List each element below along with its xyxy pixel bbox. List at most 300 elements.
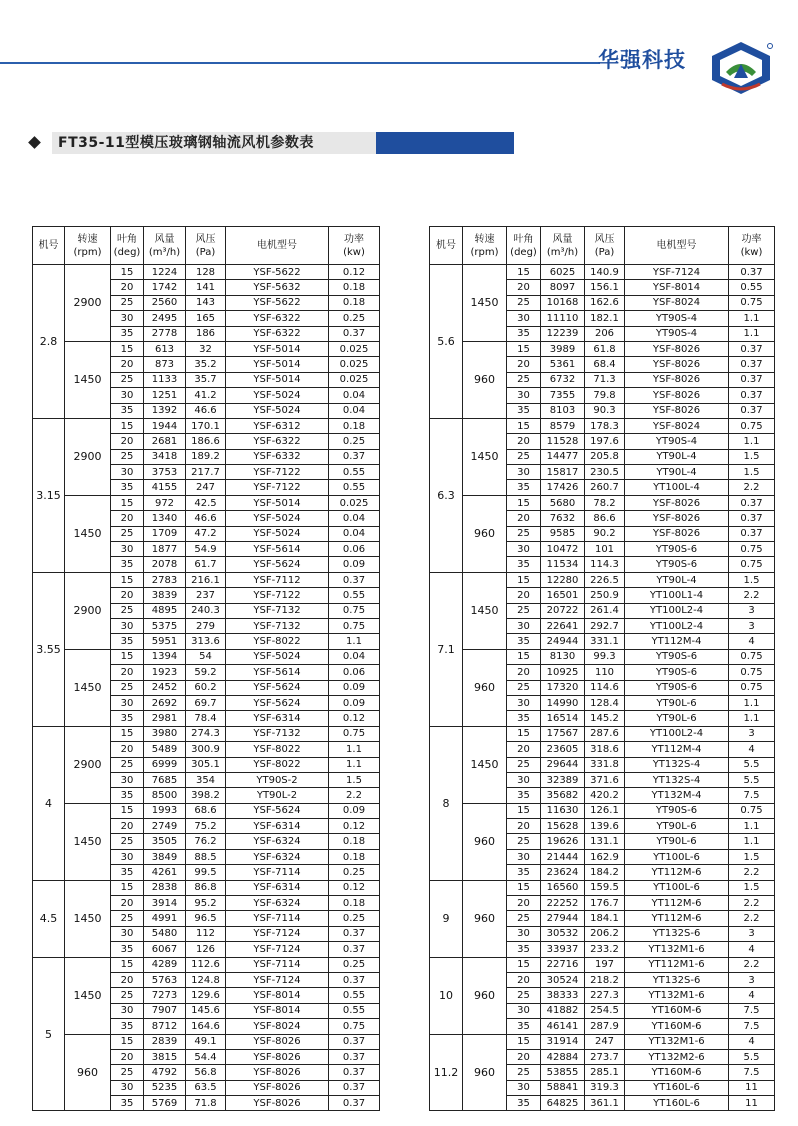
airflow-cell: 27944 <box>541 911 585 926</box>
blade-angle-cell: 30 <box>111 311 144 326</box>
table-row <box>33 726 380 741</box>
power-cell: 1.1 <box>729 819 775 834</box>
motor-model-cell: YSF-8026 <box>625 372 729 387</box>
airflow-cell: 8097 <box>541 280 585 295</box>
airflow-cell: 35682 <box>541 788 585 803</box>
power-cell: 0.37 <box>329 1034 380 1049</box>
pressure-cell: 47.2 <box>186 526 226 541</box>
blade-angle-cell: 25 <box>111 372 144 387</box>
pressure-cell: 129.6 <box>186 988 226 1003</box>
blade-angle-cell: 25 <box>507 1065 541 1080</box>
airflow-cell: 5769 <box>144 1096 186 1111</box>
motor-model-cell: YT132M1-6 <box>625 988 729 1003</box>
airflow-cell: 53855 <box>541 1065 585 1080</box>
motor-model-cell: YSF-5624 <box>226 680 329 695</box>
motor-model-cell: YSF-5014 <box>226 372 329 387</box>
power-cell: 1.1 <box>329 742 380 757</box>
column-header: 功率 (kw) <box>329 227 380 265</box>
blade-angle-cell: 30 <box>111 772 144 787</box>
power-cell: 0.55 <box>329 988 380 1003</box>
airflow-cell: 5361 <box>541 357 585 372</box>
power-cell: 5.5 <box>729 757 775 772</box>
blade-angle-cell: 25 <box>111 526 144 541</box>
motor-model-cell: YT90S-2 <box>226 772 329 787</box>
pressure-cell: 131.1 <box>585 834 625 849</box>
pressure-cell: 318.6 <box>585 742 625 757</box>
pressure-cell: 86.6 <box>585 511 625 526</box>
power-cell: 0.18 <box>329 418 380 433</box>
airflow-cell: 22252 <box>541 896 585 911</box>
motor-model-cell: YSF-8022 <box>226 634 329 649</box>
pressure-cell: 78.4 <box>186 711 226 726</box>
airflow-cell: 19626 <box>541 834 585 849</box>
blade-angle-cell: 20 <box>507 896 541 911</box>
motor-model-cell: YSF-6322 <box>226 434 329 449</box>
table-row <box>33 880 380 895</box>
airflow-cell: 6067 <box>144 942 186 957</box>
power-cell: 0.12 <box>329 880 380 895</box>
motor-model-cell: YSF-8026 <box>625 341 729 356</box>
pressure-cell: 90.3 <box>585 403 625 418</box>
speed-cell: 1450 <box>463 572 507 649</box>
column-header: 功率 (kw) <box>729 227 775 265</box>
pressure-cell: 101 <box>585 542 625 557</box>
pressure-cell: 300.9 <box>186 742 226 757</box>
motor-model-cell: YSF-6314 <box>226 711 329 726</box>
blade-angle-cell: 30 <box>507 465 541 480</box>
blade-angle-cell: 15 <box>111 572 144 587</box>
power-cell: 0.75 <box>729 649 775 664</box>
motor-model-cell: YT90S-4 <box>625 311 729 326</box>
power-cell: 5.5 <box>729 1049 775 1064</box>
airflow-cell: 22716 <box>541 957 585 972</box>
motor-model-cell: YT132S-4 <box>625 772 729 787</box>
motor-model-cell: YT132S-6 <box>625 926 729 941</box>
pressure-cell: 95.2 <box>186 896 226 911</box>
airflow-cell: 5951 <box>144 634 186 649</box>
blade-angle-cell: 30 <box>111 695 144 710</box>
motor-model-cell: YSF-6324 <box>226 834 329 849</box>
fan-model-cell: 5.6 <box>430 265 463 419</box>
blade-angle-cell: 35 <box>111 788 144 803</box>
airflow-cell: 11630 <box>541 803 585 818</box>
speed-cell: 1450 <box>65 803 111 880</box>
motor-model-cell: YT90L-6 <box>625 695 729 710</box>
pressure-cell: 61.7 <box>186 557 226 572</box>
airflow-cell: 2839 <box>144 1034 186 1049</box>
airflow-cell: 3980 <box>144 726 186 741</box>
blade-angle-cell: 20 <box>111 588 144 603</box>
column-header: 电机型号 <box>625 227 729 265</box>
blade-angle-cell: 25 <box>507 911 541 926</box>
pressure-cell: 110 <box>585 665 625 680</box>
blade-angle-cell: 30 <box>111 1080 144 1095</box>
column-header: 电机型号 <box>226 227 329 265</box>
airflow-cell: 613 <box>144 341 186 356</box>
column-header: 转速 (rpm) <box>65 227 111 265</box>
table-row <box>430 726 775 741</box>
power-cell: 2.2 <box>729 480 775 495</box>
blade-angle-cell: 35 <box>507 403 541 418</box>
power-cell: 2.2 <box>729 957 775 972</box>
airflow-cell: 2452 <box>144 680 186 695</box>
motor-model-cell: YT132M1-6 <box>625 1034 729 1049</box>
blade-angle-cell: 30 <box>507 311 541 326</box>
pressure-cell: 126 <box>186 942 226 957</box>
power-cell: 0.75 <box>729 803 775 818</box>
table-row <box>430 495 775 510</box>
power-cell: 2.2 <box>729 911 775 926</box>
motor-model-cell: YT160M-6 <box>625 1065 729 1080</box>
power-cell: 0.04 <box>329 649 380 664</box>
airflow-cell: 21444 <box>541 849 585 864</box>
motor-model-cell: YSF-8026 <box>625 357 729 372</box>
motor-model-cell: YSF-6324 <box>226 849 329 864</box>
power-cell: 0.55 <box>329 465 380 480</box>
motor-model-cell: YSF-5014 <box>226 341 329 356</box>
airflow-cell: 8130 <box>541 649 585 664</box>
motor-model-cell: YT132M1-6 <box>625 942 729 957</box>
airflow-cell: 1251 <box>144 388 186 403</box>
pressure-cell: 76.2 <box>186 834 226 849</box>
column-header: 机号 <box>430 227 463 265</box>
pressure-cell: 162.9 <box>585 849 625 864</box>
pressure-cell: 35.7 <box>186 372 226 387</box>
airflow-cell: 972 <box>144 495 186 510</box>
pressure-cell: 88.5 <box>186 849 226 864</box>
blade-angle-cell: 25 <box>111 295 144 310</box>
pressure-cell: 165 <box>186 311 226 326</box>
power-cell: 0.37 <box>329 1096 380 1111</box>
power-cell: 0.09 <box>329 557 380 572</box>
pressure-cell: 78.2 <box>585 495 625 510</box>
blade-angle-cell: 20 <box>507 742 541 757</box>
motor-model-cell: YT90S-6 <box>625 557 729 572</box>
blade-angle-cell: 30 <box>507 926 541 941</box>
fan-model-cell: 5 <box>33 957 65 1111</box>
blade-angle-cell: 30 <box>111 849 144 864</box>
power-cell: 0.18 <box>329 295 380 310</box>
power-cell: 0.75 <box>729 557 775 572</box>
airflow-cell: 32389 <box>541 772 585 787</box>
blade-angle-cell: 20 <box>111 665 144 680</box>
blade-angle-cell: 35 <box>111 557 144 572</box>
pressure-cell: 162.6 <box>585 295 625 310</box>
column-header: 风压 (Pa) <box>186 227 226 265</box>
motor-model-cell: YSF-8024 <box>625 295 729 310</box>
pressure-cell: 176.7 <box>585 896 625 911</box>
motor-model-cell: YT100L2-4 <box>625 618 729 633</box>
power-cell: 0.25 <box>329 865 380 880</box>
pressure-cell: 71.8 <box>186 1096 226 1111</box>
motor-model-cell: YT112M-4 <box>625 634 729 649</box>
power-cell: 1.5 <box>329 772 380 787</box>
blade-angle-cell: 15 <box>111 265 144 280</box>
blade-angle-cell: 35 <box>507 634 541 649</box>
pressure-cell: 63.5 <box>186 1080 226 1095</box>
table-row <box>33 341 380 356</box>
power-cell: 2.2 <box>729 588 775 603</box>
blade-angle-cell: 25 <box>111 449 144 464</box>
pressure-cell: 46.6 <box>186 403 226 418</box>
blade-angle-cell: 30 <box>111 1003 144 1018</box>
blade-angle-cell: 20 <box>111 511 144 526</box>
motor-model-cell: YT90S-6 <box>625 680 729 695</box>
power-cell: 0.12 <box>329 711 380 726</box>
airflow-cell: 2981 <box>144 711 186 726</box>
power-cell: 0.37 <box>729 511 775 526</box>
motor-model-cell: YSF-5024 <box>226 649 329 664</box>
airflow-cell: 2749 <box>144 819 186 834</box>
table-row <box>430 265 775 280</box>
pressure-cell: 233.2 <box>585 942 625 957</box>
speed-cell: 960 <box>463 880 507 957</box>
airflow-cell: 30524 <box>541 972 585 987</box>
power-cell: 11 <box>729 1096 775 1111</box>
airflow-cell: 1993 <box>144 803 186 818</box>
motor-model-cell: YSF-6332 <box>226 449 329 464</box>
motor-model-cell: YSF-5024 <box>226 526 329 541</box>
power-cell: 0.18 <box>329 280 380 295</box>
motor-model-cell: YT90S-4 <box>625 434 729 449</box>
motor-model-cell: YT90L-6 <box>625 834 729 849</box>
airflow-cell: 5763 <box>144 972 186 987</box>
motor-model-cell: YSF-8024 <box>226 1019 329 1034</box>
blade-angle-cell: 20 <box>111 742 144 757</box>
power-cell: 0.75 <box>329 726 380 741</box>
motor-model-cell: YSF-8026 <box>226 1049 329 1064</box>
table-row <box>430 341 775 356</box>
motor-model-cell: YSF-7114 <box>226 865 329 880</box>
airflow-cell: 2681 <box>144 434 186 449</box>
speed-cell: 960 <box>463 957 507 1034</box>
blade-angle-cell: 20 <box>507 665 541 680</box>
pressure-cell: 68.6 <box>186 803 226 818</box>
power-cell: 3 <box>729 618 775 633</box>
pressure-cell: 250.9 <box>585 588 625 603</box>
blade-angle-cell: 35 <box>111 711 144 726</box>
motor-model-cell: YT160L-6 <box>625 1080 729 1095</box>
airflow-cell: 11528 <box>541 434 585 449</box>
fan-model-cell: 3.55 <box>33 572 65 726</box>
header-rule <box>0 62 600 64</box>
table-row <box>33 418 380 433</box>
airflow-cell: 15817 <box>541 465 585 480</box>
table-header-row <box>33 227 380 265</box>
airflow-cell: 3849 <box>144 849 186 864</box>
pressure-cell: 54.4 <box>186 1049 226 1064</box>
power-cell: 4 <box>729 942 775 957</box>
power-cell: 0.37 <box>329 1049 380 1064</box>
airflow-cell: 22641 <box>541 618 585 633</box>
power-cell: 7.5 <box>729 788 775 803</box>
pressure-cell: 96.5 <box>186 911 226 926</box>
blade-angle-cell: 20 <box>111 280 144 295</box>
power-cell: 1.5 <box>729 849 775 864</box>
motor-model-cell: YT112M-6 <box>625 911 729 926</box>
pressure-cell: 331.8 <box>585 757 625 772</box>
power-cell: 0.37 <box>729 372 775 387</box>
pressure-cell: 71.3 <box>585 372 625 387</box>
airflow-cell: 2560 <box>144 295 186 310</box>
pressure-cell: 41.2 <box>186 388 226 403</box>
power-cell: 1.1 <box>729 834 775 849</box>
motor-model-cell: YT90S-6 <box>625 649 729 664</box>
pressure-cell: 86.8 <box>186 880 226 895</box>
blade-angle-cell: 20 <box>507 280 541 295</box>
airflow-cell: 1340 <box>144 511 186 526</box>
power-cell: 0.75 <box>729 680 775 695</box>
airflow-cell: 33937 <box>541 942 585 957</box>
power-cell: 1.1 <box>729 434 775 449</box>
power-cell: 0.12 <box>329 819 380 834</box>
pressure-cell: 186.6 <box>186 434 226 449</box>
airflow-cell: 5680 <box>541 495 585 510</box>
blade-angle-cell: 20 <box>111 896 144 911</box>
pressure-cell: 186 <box>186 326 226 341</box>
spec-table-right <box>429 226 775 1111</box>
blade-angle-cell: 25 <box>111 834 144 849</box>
power-cell: 0.37 <box>329 972 380 987</box>
power-cell: 1.5 <box>729 572 775 587</box>
pressure-cell: 184.1 <box>585 911 625 926</box>
speed-cell: 1450 <box>463 265 507 342</box>
pressure-cell: 361.1 <box>585 1096 625 1111</box>
motor-model-cell: YSF-6312 <box>226 418 329 433</box>
pressure-cell: 285.1 <box>585 1065 625 1080</box>
blade-angle-cell: 35 <box>507 1019 541 1034</box>
pressure-cell: 61.8 <box>585 341 625 356</box>
power-cell: 0.09 <box>329 803 380 818</box>
airflow-cell: 58841 <box>541 1080 585 1095</box>
power-cell: 0.37 <box>329 572 380 587</box>
motor-model-cell: YSF-8026 <box>625 526 729 541</box>
airflow-cell: 31914 <box>541 1034 585 1049</box>
fan-model-cell: 10 <box>430 957 463 1034</box>
power-cell: 0.55 <box>329 480 380 495</box>
blade-angle-cell: 20 <box>111 972 144 987</box>
pressure-cell: 226.5 <box>585 572 625 587</box>
blade-angle-cell: 15 <box>507 649 541 664</box>
motor-model-cell: YT100L-6 <box>625 849 729 864</box>
pressure-cell: 261.4 <box>585 603 625 618</box>
pressure-cell: 145.2 <box>585 711 625 726</box>
blade-angle-cell: 20 <box>111 357 144 372</box>
blade-angle-cell: 25 <box>507 449 541 464</box>
power-cell: 0.55 <box>729 280 775 295</box>
airflow-cell: 1224 <box>144 265 186 280</box>
speed-cell: 2900 <box>65 726 111 803</box>
power-cell: 0.37 <box>329 926 380 941</box>
blade-angle-cell: 35 <box>507 711 541 726</box>
pressure-cell: 287.9 <box>585 1019 625 1034</box>
power-cell: 1.5 <box>729 880 775 895</box>
airflow-cell: 2778 <box>144 326 186 341</box>
power-cell: 3 <box>729 726 775 741</box>
airflow-cell: 16560 <box>541 880 585 895</box>
power-cell: 0.25 <box>329 911 380 926</box>
power-cell: 0.75 <box>729 542 775 557</box>
column-header: 叶角 (deg) <box>111 227 144 265</box>
blade-angle-cell: 20 <box>507 588 541 603</box>
motor-model-cell: YSF-7122 <box>226 465 329 480</box>
speed-cell: 1450 <box>463 726 507 803</box>
fan-model-cell: 8 <box>430 726 463 880</box>
power-cell: 3 <box>729 972 775 987</box>
airflow-cell: 23605 <box>541 742 585 757</box>
motor-model-cell: YT132S-6 <box>625 972 729 987</box>
pressure-cell: 141 <box>186 280 226 295</box>
airflow-cell: 4991 <box>144 911 186 926</box>
pressure-cell: 227.3 <box>585 988 625 1003</box>
speed-cell: 1450 <box>65 649 111 726</box>
power-cell: 1.1 <box>329 757 380 772</box>
airflow-cell: 14990 <box>541 695 585 710</box>
power-cell: 4 <box>729 988 775 1003</box>
pressure-cell: 60.2 <box>186 680 226 695</box>
motor-model-cell: YT112M1-6 <box>625 957 729 972</box>
table-row <box>33 1034 380 1049</box>
airflow-cell: 29644 <box>541 757 585 772</box>
power-cell: 11 <box>729 1080 775 1095</box>
power-cell: 0.09 <box>329 680 380 695</box>
blade-angle-cell: 20 <box>507 972 541 987</box>
motor-model-cell: YT160M-6 <box>625 1003 729 1018</box>
power-cell: 5.5 <box>729 772 775 787</box>
airflow-cell: 15628 <box>541 819 585 834</box>
blade-angle-cell: 35 <box>111 634 144 649</box>
motor-model-cell: YSF-8026 <box>226 1034 329 1049</box>
power-cell: 3 <box>729 603 775 618</box>
airflow-cell: 12280 <box>541 572 585 587</box>
motor-model-cell: YT112M-6 <box>625 865 729 880</box>
power-cell: 0.025 <box>329 495 380 510</box>
airflow-cell: 14477 <box>541 449 585 464</box>
table-header-row <box>430 227 775 265</box>
power-cell: 0.55 <box>329 588 380 603</box>
blade-angle-cell: 35 <box>111 865 144 880</box>
pressure-cell: 319.3 <box>585 1080 625 1095</box>
motor-model-cell: YSF-8014 <box>625 280 729 295</box>
fan-model-cell: 4 <box>33 726 65 880</box>
airflow-cell: 11110 <box>541 311 585 326</box>
airflow-cell: 3914 <box>144 896 186 911</box>
power-cell: 0.25 <box>329 957 380 972</box>
blade-angle-cell: 35 <box>111 326 144 341</box>
power-cell: 1.5 <box>729 465 775 480</box>
pressure-cell: 260.7 <box>585 480 625 495</box>
airflow-cell: 8712 <box>144 1019 186 1034</box>
airflow-cell: 38333 <box>541 988 585 1003</box>
blade-angle-cell: 20 <box>111 819 144 834</box>
power-cell: 1.5 <box>729 449 775 464</box>
power-cell: 0.37 <box>729 357 775 372</box>
blade-angle-cell: 15 <box>507 880 541 895</box>
pressure-cell: 56.8 <box>186 1065 226 1080</box>
motor-model-cell: YSF-5014 <box>226 495 329 510</box>
airflow-cell: 24944 <box>541 634 585 649</box>
motor-model-cell: YSF-5614 <box>226 665 329 680</box>
blade-angle-cell: 30 <box>111 465 144 480</box>
pressure-cell: 114.3 <box>585 557 625 572</box>
blade-angle-cell: 15 <box>507 572 541 587</box>
airflow-cell: 16514 <box>541 711 585 726</box>
power-cell: 0.37 <box>729 526 775 541</box>
blade-angle-cell: 30 <box>507 618 541 633</box>
power-cell: 0.55 <box>329 1003 380 1018</box>
blade-angle-cell: 15 <box>111 880 144 895</box>
pressure-cell: 35.2 <box>186 357 226 372</box>
